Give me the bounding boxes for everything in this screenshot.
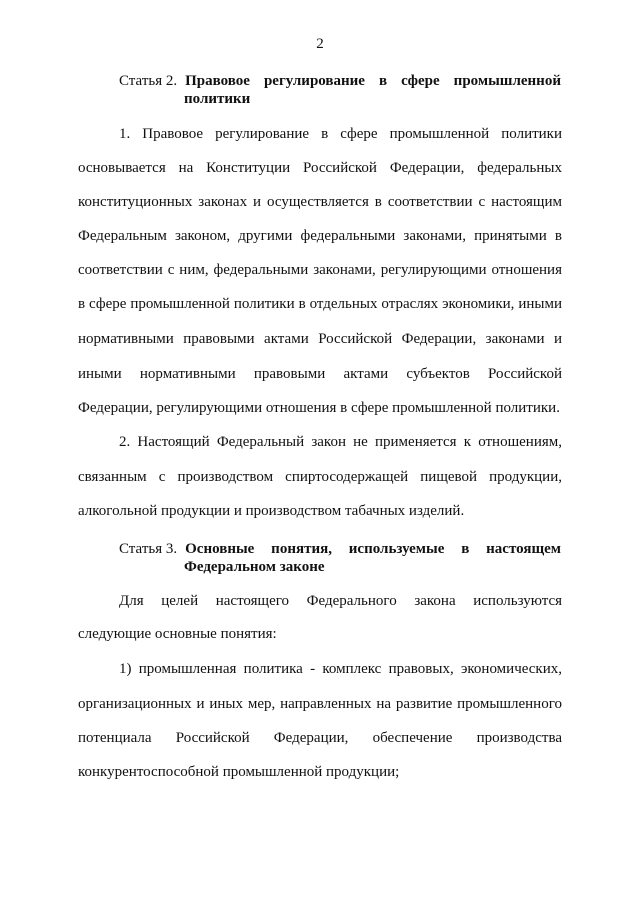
heading-word: промышленной — [453, 73, 561, 89]
article-2-title-line-2: политики — [184, 91, 251, 107]
article-3-number: Статья 3. — [119, 541, 178, 557]
article-3-title-line-1 — [185, 540, 561, 558]
article-2-p1-line-3: конституционных законах и осуществляется в соответствии с настоящим — [78, 194, 562, 210]
article-2-p1-line-5: соответствии с ним, федеральными законами, регулирующими отношения — [78, 262, 562, 278]
article-3-item-1-line-3: потенциала Российской Федерации, обеспечение производства — [78, 730, 562, 746]
heading-word: сфере — [401, 73, 440, 89]
heading-word: настоящем — [486, 541, 561, 557]
article-3-item-1-line-1: 1) промышленная политика - комплекс правовых, экономических, — [119, 661, 562, 677]
article-2-p1-line-8: иными нормативными правовыми актами субъектов Российской — [78, 366, 562, 382]
heading-word: в — [379, 73, 388, 89]
article-3-item-1-line-2: организационных и иных мер, направленных на развитие промышленного — [78, 696, 562, 712]
article-2-p1-line-2: основывается на Конституции Российской Федерации, федеральных — [78, 160, 562, 176]
heading-word: понятия, — [271, 541, 332, 557]
article-2-p1-line-7: нормативными правовыми актами Российской Федерации, законами и — [78, 331, 562, 347]
article-3-intro-line-2: следующие основные понятия: — [78, 626, 277, 642]
article-2-p1-line-9: Федерации, регулирующими отношения в сфере промышленной политики. — [78, 400, 560, 416]
article-2-p2-line-2: связанным с производством спиртосодержащей пищевой продукции, — [78, 469, 562, 485]
heading-word: регулирование — [263, 73, 365, 89]
article-2-p1-line-1: 1. Правовое регулирование в сфере промышленной политики — [119, 126, 562, 142]
article-3-title-line-2: Федеральном законе — [184, 559, 325, 575]
article-2-title-line-1 — [185, 72, 561, 90]
article-3-intro-line-1: Для целей настоящего Федерального закона используются — [119, 593, 562, 609]
article-3-item-1-line-4: конкурентоспособной промышленной продукции; — [78, 764, 400, 780]
article-2-number: Статья 2. — [119, 73, 178, 89]
heading-word: Правовое — [185, 73, 250, 89]
heading-word: используемые — [348, 541, 445, 557]
article-2-p2-line-3: алкогольной продукции и производством табачных изделий. — [78, 503, 465, 519]
article-2-p2-line-1: 2. Настоящий Федеральный закон не применяется к отношениям, — [119, 434, 562, 450]
article-2-p1-line-6: в сфере промышленной политики в отдельных отраслях экономики, иными — [78, 296, 562, 312]
article-3-heading — [119, 540, 561, 576]
article-2-p1-line-4: Федеральным законом, другими федеральными законами, принятыми в — [78, 228, 562, 244]
page-number: 2 — [316, 36, 324, 52]
heading-word: Основные — [185, 541, 255, 557]
heading-word: в — [461, 541, 470, 557]
article-2-heading — [119, 72, 561, 108]
